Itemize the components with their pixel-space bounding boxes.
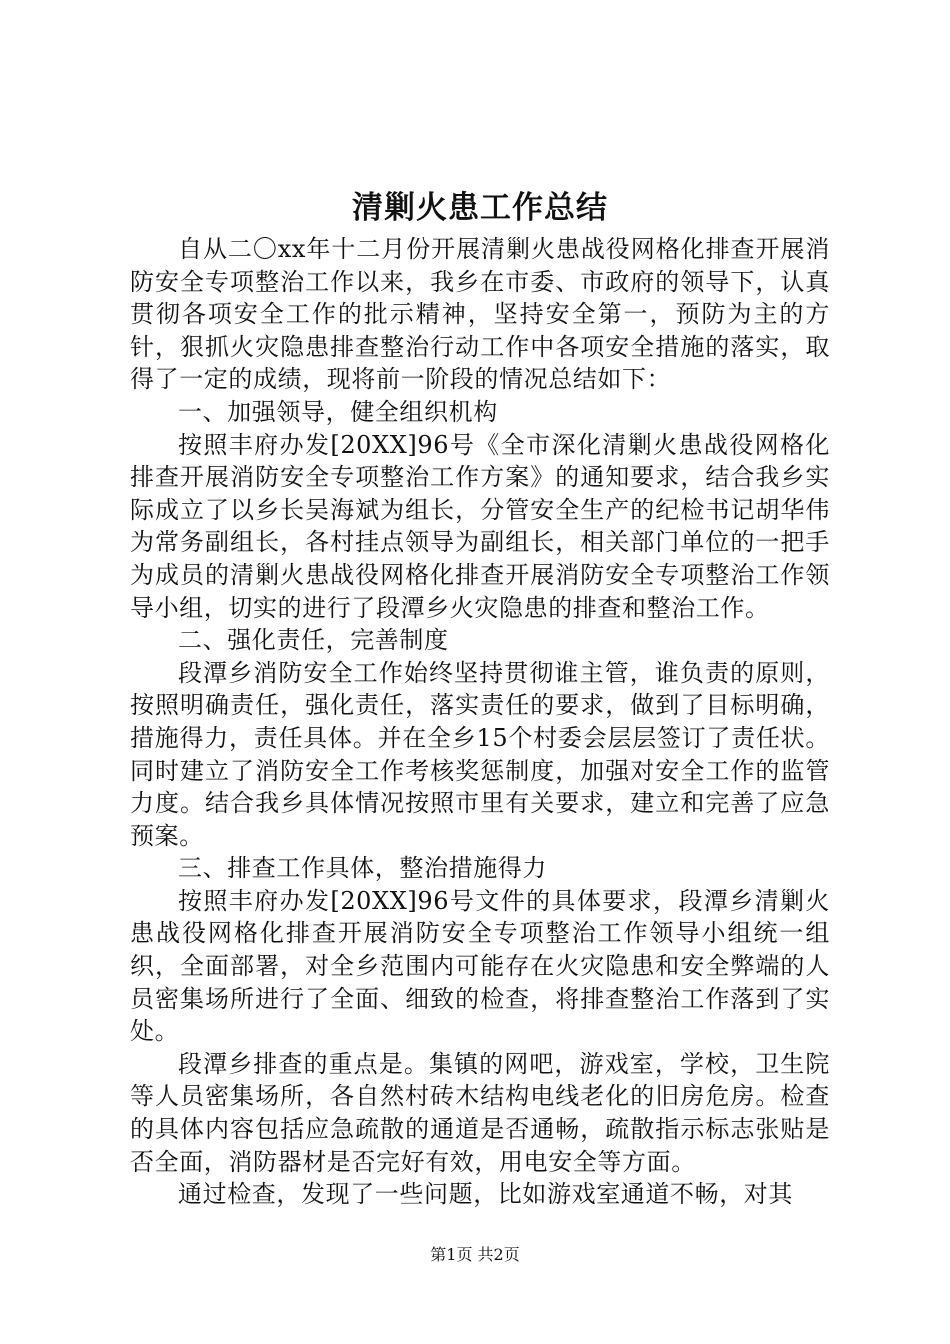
document-body <box>130 183 830 1211</box>
paragraph-section-3: 按照丰府办发[20XX]96号文件的具体要求，段潭乡清剿火患战役网格化排查开展消防安全专项整治工作领导小组统一组织，全面部署，对全乡范围内可能存在火灾隐患和安全弊端的人员密集场所进行了全面、细致的检查，将排查整治工作落到了实处。 <box>130 886 830 1046</box>
paragraph-intro: 自从二〇xx年十二月份开展清剿火患战役网格化排查开展消防安全专项整治工作以来，我乡在市委、市政府的领导下，认真贯彻各项安全工作的批示精神，坚持安全第一，预防为主的方针，狠抓火灾隐患排查整治行动工作中各项安全措施的落实，取得了一定的成绩，现将前一阶段的情况总结如下： <box>130 235 830 394</box>
paragraph-section-2: 段潭乡消防安全工作始终坚持贯彻谁主管，谁负责的原则，按照明确责任，强化责任，落实责任的要求，做到了目标明确，措施得力，责任具体。并在全乡15个村委会层层签订了责任状。同时建立了消防安全工作考核奖惩制度，加强对安全工作的监管力度。结合我乡具体情况按照市里有关要求，建立和完善了应急预案。 <box>130 658 830 850</box>
section-heading-1: 一、加强领导，健全组织机构 <box>178 397 498 426</box>
document-title: 清剿火患工作总结 <box>352 190 608 226</box>
section-heading-2: 二、强化责任，完善制度 <box>178 626 449 655</box>
page-number-footer: 第1页 共2页 <box>430 1245 520 1264</box>
paragraph-inspection-focus: 段潭乡排查的重点是。集镇的网吧，游戏室，学校，卫生院等人员密集场所，各自然村砖木结构电线老化的旧房危房。检查的具体内容包括应急疏散的通道是否通畅，疏散指示标志张贴是否全面，消防器材是否完好有效，用电安全等方面。 <box>130 1049 830 1176</box>
section-heading-3: 三、排查工作具体，整治措施得力 <box>178 854 547 883</box>
paragraph-section-1: 按照丰府办发[20XX]96号《全市深化清剿火患战役网格化排查开展消防安全专项整治工作方案》的通知要求，结合我乡实际成立了以乡长吴海斌为组长，分管安全生产的纪检书记胡华伟为常务副组长，各村挂点领导为副组长，相关部门单位的一把手为成员的清剿火患战役网格化排查开展消防安全专项整治工作领导小组，切实的进行了段潭乡火灾隐患的排查和整治工作。 <box>130 430 830 622</box>
paragraph-inspection-findings: 通过检查，发现了一些问题，比如游戏室通道不畅，对其 <box>178 1180 793 1209</box>
